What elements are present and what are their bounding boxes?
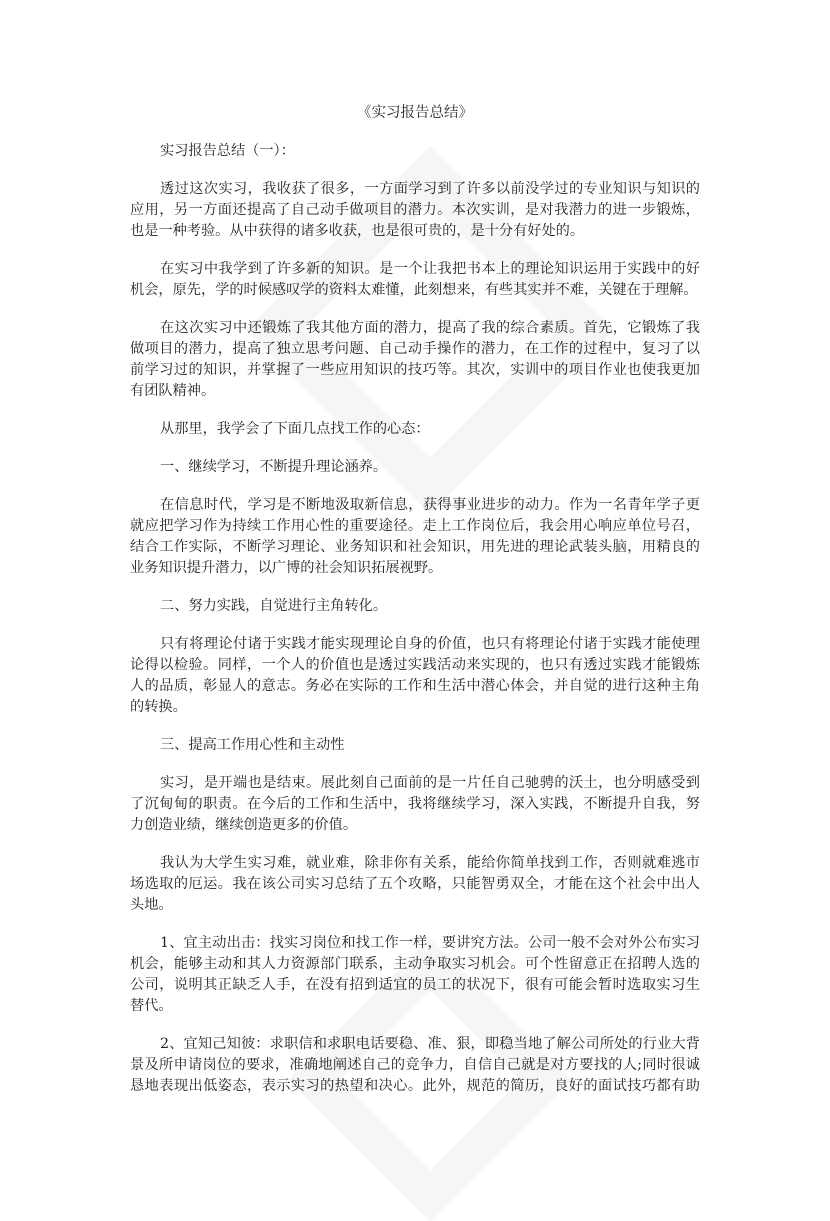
paragraph-line: 在信息时代，学习是不断地汲取新信息，获得事业进步的动力。作为一名青年学子更: [160, 497, 700, 513]
paragraph: [130, 596, 700, 617]
paragraph: [130, 318, 700, 402]
paragraph-line: 在这次实习中还锻炼了我其他方面的潜力，提高了我的综合素质。首先，它锻炼了我: [160, 320, 700, 336]
paragraph-line: 机会，原先，学的时候感叹学的资料太难懂，此刻想来，有些其实并不难，关键在于理解。: [130, 282, 698, 298]
paragraph: [130, 773, 700, 836]
paragraph-line: 力创造业绩，继续创造更多的价值。: [130, 817, 358, 833]
paragraph-line: 就应把学习作为持续工作用心性的重要途径。走上工作岗位后，我会用心响应单位号召，: [130, 518, 700, 534]
paragraph: [130, 634, 700, 718]
paragraph: [130, 933, 700, 1017]
paragraph-line: 了沉甸甸的职责。在今后的工作和生活中，我将继续学习，深入实践，不断提升自我，努: [130, 796, 700, 812]
paragraph-line: 透过这次实习，我收获了很多，一方面学习到了许多以前没学过的专业知识与知识的: [160, 181, 700, 197]
paragraph-line: 2、宜知己知彼：求职信和求职电话要稳、准、狠，即稳当地了解公司所处的行业大背: [160, 1036, 700, 1052]
paragraph-line: 一、继续学习，不断提升理论涵养。: [160, 459, 388, 475]
paragraph-line: 的转换。: [130, 699, 187, 715]
paragraph-line: 景及所申请岗位的要求，准确地阐述自己的竞争力，自信自己就是对方要找的人;同时很诚: [130, 1057, 700, 1073]
paragraph-line: 从那里，我学会了下面几点找工作的心态：: [160, 421, 430, 437]
paragraph-line: 1、宜主动出击：找实习岗位和找工作一样，要讲究方法。公司一般不会对外公布实习: [160, 935, 700, 951]
paragraph-line: 机会，能够主动和其人力资源部门联系，主动争取实习机会。可个性留意正在招聘人选的: [130, 956, 700, 972]
paragraph: [130, 259, 700, 301]
paragraph-line: 只有将理论付诸于实践才能实现理论自身的价值，也只有将理论付诸于实践才能使理: [160, 636, 700, 652]
paragraph-line: 应用，另一方面还提高了自己动手做项目的潜力。本次实训，是对我潜力的进一步锻炼，: [130, 202, 700, 218]
document-title: 《实习报告总结》: [357, 105, 473, 121]
document-body: [130, 141, 700, 1114]
paragraph-line: 替代。: [130, 998, 173, 1014]
paragraph-line: 也是一种考验。从中获得的诸多收获，也是很可贵的，是十分有好处的。: [130, 223, 585, 239]
paragraph-line: 三、提高工作用心性和主动性: [160, 737, 345, 753]
paragraph-line: 在实习中我学到了许多新的知识。是一个让我把书本上的理论知识运用于实践中的好: [160, 261, 700, 277]
paragraph-line: 人的品质，彰显人的意志。务必在实际的工作和生活中潜心体会，并自觉的进行这种主角: [130, 678, 700, 694]
paragraph-line: 有团队精神。: [130, 383, 216, 399]
paragraph-line: 场选取的厄运。我在该公司实习总结了五个攻略，只能智勇双全，才能在这个社会中出人: [130, 876, 700, 892]
paragraph-line: 前学习过的知识，并掌握了一些应用知识的技巧等。其次，实训中的项目作业也使我更加: [130, 362, 700, 378]
paragraph: [130, 419, 700, 440]
paragraph: [130, 141, 700, 162]
paragraph: [130, 457, 700, 478]
paragraph: [130, 853, 700, 916]
paragraph: [130, 495, 700, 579]
paragraph-line: 二、努力实践，自觉进行主角转化。: [160, 598, 388, 614]
paragraph: [130, 1034, 700, 1097]
paragraph-line: 我认为大学生实习难，就业难，除非你有关系，能给你简单找到工作，否则就难逃市: [160, 855, 700, 871]
paragraph-line: 实习报告总结（一）：: [160, 143, 295, 159]
paragraph-line: 业务知识提升潜力，以广博的社会知识拓展视野。: [130, 560, 443, 576]
paragraph-line: 论得以检验。同样，一个人的价值也是透过实践活动来实现的，也只有透过实践才能锻炼: [130, 657, 700, 673]
paragraph-line: 公司，说明其正缺乏人手，在没有招到适宜的员工的状况下，很有可能会暂时选取实习生: [130, 977, 700, 993]
paragraph-line: 恳地表现出低姿态，表示实习的热望和决心。此外，规范的简历，良好的面试技巧都有助: [130, 1078, 700, 1094]
paragraph-line: 结合工作实际，不断学习理论、业务知识和社会知识，用先进的理论武装头脑，用精良的: [130, 539, 700, 555]
paragraph-line: 做项目的潜力，提高了独立思考问题、自己动手操作的潜力，在工作的过程中，复习了以: [130, 341, 700, 357]
paragraph: [130, 735, 700, 756]
paragraph-line: 头地。: [130, 897, 173, 913]
paragraph-line: 实习，是开端也是结束。展此刻自己面前的是一片任自己驰骋的沃土，也分明感受到: [160, 775, 700, 791]
paragraph: [130, 179, 700, 242]
